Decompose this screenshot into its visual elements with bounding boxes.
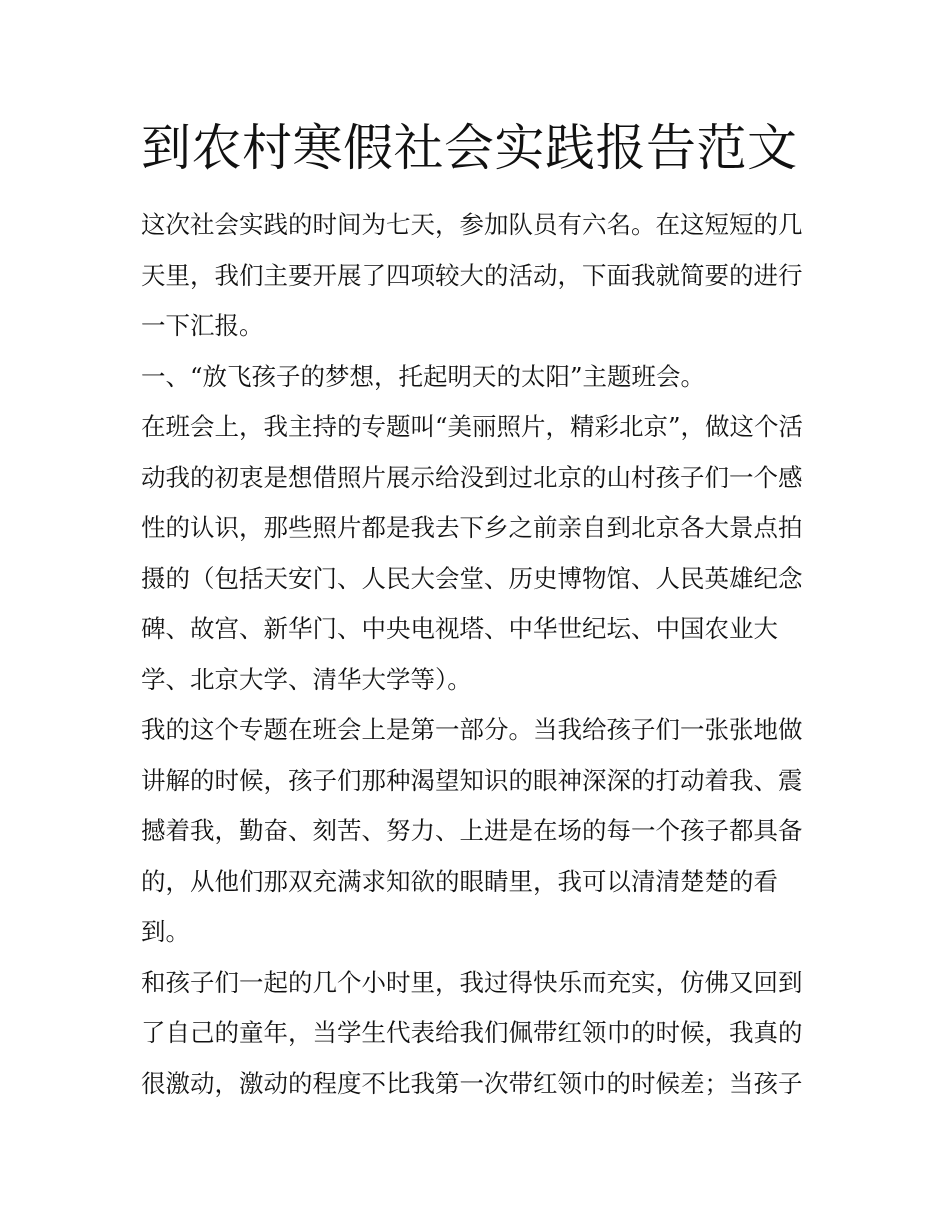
text-line: 我的这个专题在班会上是第一部分。当我给孩子们一张张地做 [141,715,803,744]
document-body [141,200,821,1109]
text-line: 讲解的时候，孩子们那种渴望知识的眼神深深的打动着我、震 [141,765,803,795]
text-line: 和孩子们一起的几个小时里，我过得快乐而充实，仿佛又回到 [141,967,803,997]
text-line: 碑、故宫、新华门、中央电视塔、中华世纪坛、中国农业大 [141,614,778,643]
text-line: 性的认识，那些照片都是我去下乡之前亲自到北京各大景点拍 [141,513,803,542]
paragraph-intro [141,200,821,352]
text-line: 学、北京大学、清华大学等）。 [141,664,472,694]
text-line: 一、“放飞孩子的梦想，托起明天的太阳”主题班会。 [141,361,706,391]
paragraph-childhood [141,958,821,1110]
text-line: 在班会上，我主持的专题叫“美丽照片，精彩北京”，做这个活 [141,412,804,441]
section-heading [141,352,821,403]
text-line: 天里，我们主要开展了四项较大的活动，下面我就简要的进行 [141,260,803,290]
page-title: 到农村寒假社会实践报告范文 [141,119,798,177]
text-line: 了自己的童年，当学生代表给我们佩带红领巾的时候，我真的 [141,1018,803,1047]
paragraph-photos [141,402,821,705]
text-line: 到。 [141,917,190,946]
text-line: 一下汇报。 [141,311,264,340]
paragraph-first-part [141,705,821,958]
text-line: 动我的初衷是想借照片展示给没到过北京的山村孩子们一个感 [141,462,803,492]
text-line: 的，从他们那双充满求知欲的眼睛里，我可以清清楚楚的看 [141,866,778,896]
text-line: 这次社会实践的时间为七天，参加队员有六名。在这短短的几 [141,210,803,239]
text-line: 撼着我，勤奋、刻苦、努力、上进是在场的每一个孩子都具备 [141,816,803,845]
text-line: 摄的（包括天安门、人民大会堂、历史博物馆、人民英雄纪念 [141,563,803,593]
text-line: 很激动，激动的程度不比我第一次带红领巾的时候差；当孩子 [141,1068,803,1098]
